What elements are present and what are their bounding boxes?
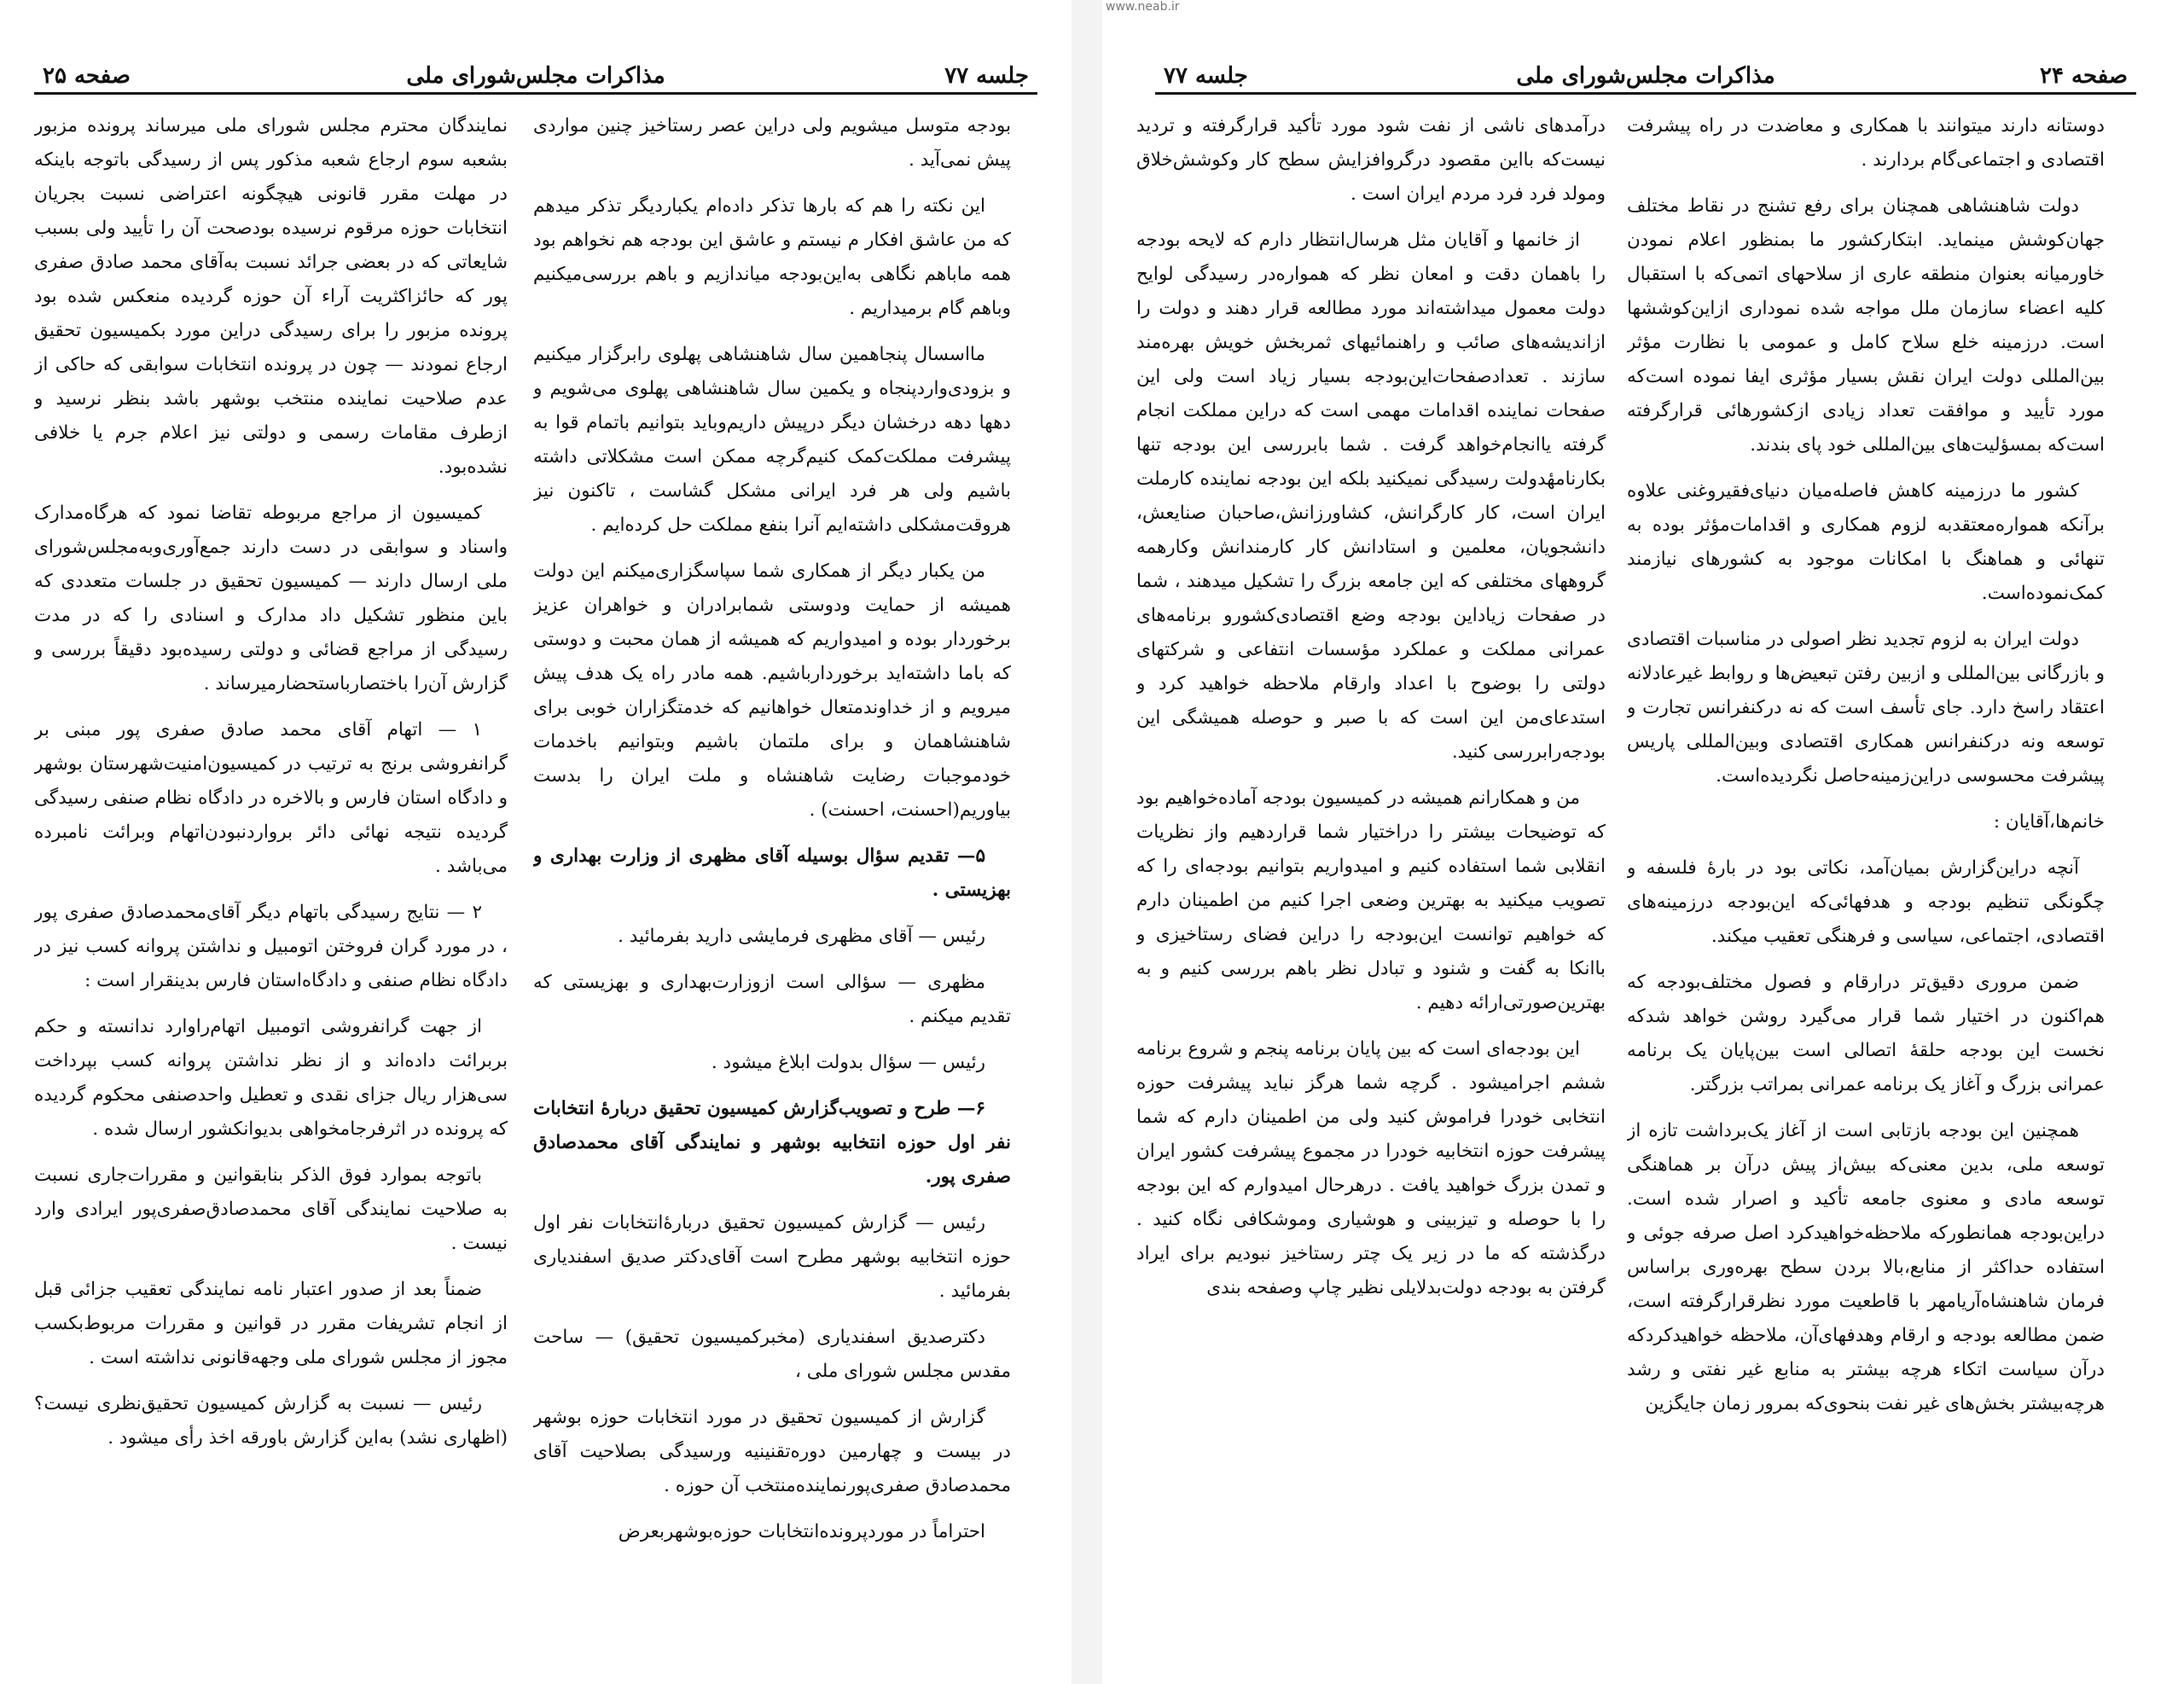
paragraph: آنچه دراین‌گزارش بمیان‌آمد، نکاتی بود در بارهٔ فلسفه و چگونگی تنظیم بودجه و هدفهائی‌که این‌بودجه درزمینه‌های اقتصادی، اجتماعی، سیاسی و فرهنگی تعقیب میکند. <box>1627 857 2105 947</box>
paragraph: من و همکارانم همیشه در کمیسیون بودجه آماده‌خواهیم بود که توضیحات بیشتر را دراختیار شما قراردهیم واز نظریات انقلابی شما استفاده کنیم و امیدواریم بتوانیم بودجه‌ای را که تصویب میکنید به بهترین وضعی اجرا کنیم من اطمینان دارم که خواهیم توانست این‌بودجه را دراین فضای رستاخیزی و باانکا به گفت و شنود و تبادل نظر باهم بررسی کنیم و به بهترین‌صورتی‌ارائه دهیم . <box>1136 787 1606 1013</box>
paragraph: از خانمها و آقایان مثل هرسال‌انتظار دارم که لایحه بودجه را باهمان دقت و امعان نظر که همواره‌در رسیدگی لوایح دولت معمول میداشته‌اند مورد مطالعه قرار دهند و دولت را ازاندیشه‌های صائب و راهنمائیهای ثمربخش خویش بهره‌مند سازند . تعدادصفحات‌این‌بودجه بسیار زیاد است ولی این صفحات نماینده اقدامات مهمی است که دراین مملکت انجام گرفته یاانجام‌خواهد گرفت . شما بابررسی این بودجه تنها بکارنامهٔدولت رسیدگی نمیکنید بلکه این بودجه نماینده کارملت ایران است، کار کارگرانش، کشاورزانش،صاحبان صنایعش، دانشجویان، معلمین و استادانش کار کارمندانش وکارهمه گروههای مختلفی که این جامعه بزرگ را تشکیل میدهند ، شما در صفحات زیاداین بودجه وضع اقتصادی‌کشورو برنامه‌های عمرانی مملکت و عملکرد مؤسسات انتفاعی و شرکتهای دولتی را بوضوح با اعداد وارقام ملاحظه خواهید کرد و استدعای‌من این است که با صبر و حوصله همیشگی این بودجه‌رابررسی کنید. <box>1136 229 1606 763</box>
page-header <box>1155 49 2136 95</box>
session-number: جلسه ۷۷ <box>1164 63 1248 89</box>
speaker-line: مظهری — سؤالی است ازوزارت‌بهداری و بهزیستی که تقدیم میکنم . <box>533 972 1011 1027</box>
paragraph: این بودجه‌ای است که بین پایان برنامه پنجم و شروع برنامه ششم اجرامیشود . گرچه شما هرگز نباید پیشرفت حوزه انتخابی خودرا فراموش کنید ولی من اطمینان دارم که شما پیشرفت حوزه انتخابیه خودرا در مجموع پیشرفت کشور ایران و تمدن بزرگ خواهید یافت . درهرحال امیدوارم که این بودجه را با حوصله و تیزبینی و هوشیاری وموشکافی نگاه کنید . درگذشته که ما در زیر یک چتر رستاخیز نبودیم برای ایراد گرفتن به بودجه دولت‌بدلایلی نظیر چاپ وصفحه بندی <box>1136 1038 1606 1298</box>
page-number: صفحه ۲۴ <box>2040 63 2128 89</box>
paragraph: همچنین این بودجه بازتابی است از آغاز یک‌برداشت تازه از توسعه ملی، بدین معنی‌که بیش‌از پیش درآن بر هماهنگی توسعه مادی و معنوی جامعه تأکید و اصرار شده است. دراین‌بودجه همانطورکه ملاحظه‌خواهیدکرد اصل صرفه جوئی و استفاده حداکثر از منابع،بالا بردن سطح بهره‌وری براساس فرمان شاهنشاه‌آریامهر با قاطعیت مورد نظرقرارگرفته است، ضمن مطالعه بودجه و ارقام وهدفهای‌آن، ملاحظه خواهیدکردکه درآن سیاست اتکاء هرچه بیشتر به منابع غیر نفتی و رشد هرچه‌بیشتر بخش‌های غیر نفت بنحوی‌که بمرور زمان جایگزین <box>1627 1120 2105 1414</box>
column-right <box>533 109 1011 1670</box>
paragraph: ضمن مروری دقیق‌تر درارقام و فصول مختلف‌بودجه که هم‌اکنون در اختیار شما قرار می‌گیرد روشن خواهد شدکه نخست این بودجه حلقهٔ اتصالی است بین‌پایان یک برنامه عمرانی بزرگ و آغاز یک برنامه عمرانی بمراتب بزرگتر. <box>1627 972 2105 1095</box>
page-header <box>34 49 1037 95</box>
column-left <box>34 109 508 1670</box>
paragraph: احتراماً در موردپرونده‌انتخابات حوزه‌بوشهربعرض <box>618 1521 985 1542</box>
paragraph: گزارش از کمیسیون تحقیق در مورد انتخابات حوزه بوشهر در بیست و چهارمین دوره‌تقنینیه ورسیدگی بصلاحیت آقای محمدصادق صفری‌پورنماینده‌منتخب آن حوزه . <box>533 1407 1011 1496</box>
section-heading: ۵— تقدیم سؤال بوسیله آقای مظهری از وزارت بهداری و بهزیستی . <box>533 845 1011 901</box>
paragraph: کمیسیون از مراجع مربوطه تقاضا نمود که هرگاه‌مدارک واسناد و سوابقی در دست دارند جمع‌آوری‌و‌به‌مجلس‌شورای ملی ارسال دارند — کمیسیون تحقیق در جلسات متعددی که باین منظور تشکیل داد مدارک و اسنادی را که در مدت رسیدگی از مراجع قضائی و دولتی رسیده‌بود دقیقاً بررسی و گزارش آن‌را باختصار‌باستحضار‌میرساند . <box>34 502 508 694</box>
book-gutter <box>1072 0 1102 1684</box>
journal-title: مذاکرات مجلس‌شورای ملی <box>406 63 665 89</box>
column-left <box>1136 109 1606 1670</box>
speaker-line: دکترصدیق اسفندیاری (مخبرکمیسیون تحقیق) — ساحت مقدس مجلس شورای ملی ، <box>533 1327 1011 1382</box>
paragraph: بودجه متوسل میشویم ولی دراین عصر رستاخیز چنین مواردی پیش نمی‌آید . <box>533 115 1011 171</box>
paragraph: درآمدهای ناشی از نفت شود مورد تأکید قرارگرفته و تردید نیست‌که بااین مقصود درگروافزایش سطح کار وکوشش‌خلاق ومولد فرد فرد مردم ایران است . <box>1136 115 1606 205</box>
left-page <box>0 0 1072 1684</box>
paragraph: نمایندگان محترم مجلس شورای ملی میرساند پرونده مزبور بشعبه سوم ارجاع شعبه مذکور پس از رسیدگی باتوجه باینکه در مهلت مقرر قانونی هیچگونه اعتراضی نسبت بجریان انتخابات حوزه مرقوم نرسیده بودصحت آن را تأیید ولی بسبب شایعاتی که در بعضی جرائد نسبت به‌آقای محمد صادق صفری پور که حائزاکثریت آراء آن حوزه گردیده منعکس شده بود پرونده مزبور را برای رسیدگی دراین مورد بکمیسیون تحقیق ارجاع نمودند — چون در پرونده انتخابات سوابقی که حاکی از عدم صلاحیت نماینده منتخب بوشهر باشد بنظر نرسید و ازطرف مقامات رسمی و دولتی نیز اعلام جرم یا خلافی نشده‌بود. <box>34 115 508 478</box>
paragraph: من یکبار دیگر از همکاری شما سپاسگزاری‌میکنم این دولت همیشه از حمایت ودوستی شمابرادران و خواهران عزیز برخوردار بوده و امیدواریم که همیشه از همان محبت و دوستی که باما داشته‌اید برخوردارباشیم. همه مادر راه یک هدف پیش میرویم و از خداوندمتعال خواهانیم که خدمتگزاران خوبی برای شاهنشاهمان و برای ملتمان باشیم وبتوانیم باخدمات خودموجبات رضایت شاهنشاه و ملت ایران را بدست بیاوریم(احسنت، احسنت) . <box>533 560 1011 821</box>
paragraph: از جهت گرانفروشی اتومبیل اتهام‌راوارد ندانسته و حکم بربرائت داده‌اند و از نظر نداشتن پروانه کسب بپرداخت سی‌هزار ریال جزای نقدی و تعطیل واحدصنفی محکوم گردیده که پرونده در اثرفرجامخواهی بدیوانکشور ارسال شده . <box>34 1016 508 1140</box>
speaker-line: رئیس — آقای مظهری فرمایشی دارید بفرمائید . <box>618 926 985 947</box>
paragraph: دولت شاهنشاهی همچنان برای رفع تشنج در نقاط مختلف جهان‌کوشش مینماید. ابتکارکشور ما بمنظور اعلام نمودن خاورمیانه بعنوان منطقه عاری از سلاحهای اتمی‌که با استقبال کلیه اعضاء سازمان ملل مواجه شده نموداری ازاین‌کوششها است. درزمینه خلع سلاح کامل و عمومی با نظارت مؤثر بین‌المللی دولت ایران نقش بسیار مؤثری ایفا نموده است‌که مورد تأیید و موافقت تعداد زیادی ازکشورهائی قرارگرفته است‌که بمسؤلیت‌های بین‌المللی خود پای بندند. <box>1627 195 2105 456</box>
paragraph: کشور ما درزمینه کاهش فاصله‌میان دنیای‌فقیروغنی علاوه برآنکه همواره‌معتقدبه لزوم همکاری و اقدامات‌مؤثر بوده به تنهائی و هماهنگ با امکانات موجود به کشورهای نیازمند کمک‌نموده‌است. <box>1627 480 2105 604</box>
session-number: جلسه ۷۷ <box>944 63 1029 89</box>
paragraph: ۲ — نتایج رسیدگی باتهام دیگر آقای‌محمدصادق صفری پور ، در مورد گران فروختن اتومبیل و نداشتن پروانه کسب نیز در دادگاه نظام صنفی و دادگاه‌استان فارس بدینقرار است : <box>34 902 508 991</box>
section-heading: ۶— طرح و تصویب‌گزارش کمیسیون تحقیق دربارهٔ انتخابات نفر اول حوزه انتخابیه بوشهر و نمایندگی آقای محمدصادق صفری پور. <box>533 1098 1011 1188</box>
speaker-line: رئیس — سؤال بدولت ابلاغ میشود . <box>711 1052 985 1073</box>
paragraph: ضمناً بعد از صدور اعتبار نامه نمایندگی تعقیب جزائی قبل از انجام تشریفات مقرر در قوانین و مقررات مربوط‌بکسب مجوز از مجلس شورای ملی وجهه‌قانونی نداشته است . <box>34 1279 508 1368</box>
speaker-line: رئیس — گزارش کمیسیون تحقیق دربارهٔ‌انتخابات نفر اول حوزه انتخابیه بوشهر مطرح است آقای‌دکتر صدیق اسفندیاری بفرمائید . <box>533 1212 1011 1302</box>
paragraph: این نکته را هم که بارها تذکر داده‌ام یکباردیگر تذکر میدهم که من عاشق افکار م نیستم و عاشق این بودجه هم نخواهم بود همه ماباهم نگاهی به‌این‌بودجه میاندازیم و باهم بررسی‌میکنیم وباهم گام برمیداریم . <box>533 195 1011 319</box>
column-right <box>1627 109 2105 1670</box>
salutation: خانم‌ها،آقایان : <box>1993 811 2105 833</box>
paragraph: دوستانه دارند میتوانند با همکاری و معاضدت در راه پیشرفت اقتصادی و اجتماعی‌گام بردارند . <box>1627 115 2105 171</box>
paragraph: مااسسال پنجاهمین سال شاهنشاهی پهلوی رابرگزار میکنیم و بزودی‌واردپنجاه و یکمین سال شاهنشاهی پهلوی می‌شویم و دهها دهه درخشان دیگر درپیش داریم‌وباید بتوانیم باتمام قوا به پیشرفت مملکت‌کمک کنیم‌گرچه ممکن است مشکلاتی داشته باشیم ولی هر فرد ایرانی مشکل گشاست ، تاکنون نیز هروقت‌مشکلی داشته‌ایم آنرا بنفع مملکت حل کرده‌ایم . <box>533 344 1011 536</box>
page-number: صفحه ۲۵ <box>43 63 131 89</box>
speaker-line: رئیس — نسبت به گزارش کمیسیون تحقیق‌نظری نیست؟(اظهاری نشد) به‌این گزارش باورقه اخذ رأی میشود . <box>34 1393 508 1449</box>
right-page <box>1102 0 2184 1684</box>
paragraph: ۱ — اتهام آقای محمد صادق صفری پور مبنی بر گرانفروشی برنج به ترتیب در کمیسیون‌امنیت‌شهرستان بوشهر و دادگاه استان فارس و بالاخره در دادگاه نظام صنفی رسیدگی گردیده نتیجه نهائی دائر برواردنبودن‌اتهام وبرائت نامبرده می‌باشد . <box>34 719 508 877</box>
site-watermark: www.neab.ir <box>1106 0 1180 14</box>
paragraph: دولت ایران به لزوم تجدید نظر اصولی در مناسبات اقتصادی و بازرگانی بین‌المللی و ازبین رفتن تبعیض‌ها و روابط غیرعادلانه اعتقاد راسخ دارد. جای تأسف است که نه درکنفرانس تجارت و توسعه ونه درکنفرانس همکاری اقتصادی وبین‌المللی پاریس پیشرفت محسوسی دراین‌زمینه‌حاصل نگردیده‌است. <box>1627 629 2105 787</box>
journal-title: مذاکرات مجلس‌شورای ملی <box>1516 63 1775 89</box>
paragraph: باتوجه بموارد فوق الذکر بنابقوانین و مقررات‌جاری نسبت به صلاحیت نمایندگی آقای محمدصادق‌صفری‌پور ایرادی وارد نیست . <box>34 1164 508 1254</box>
